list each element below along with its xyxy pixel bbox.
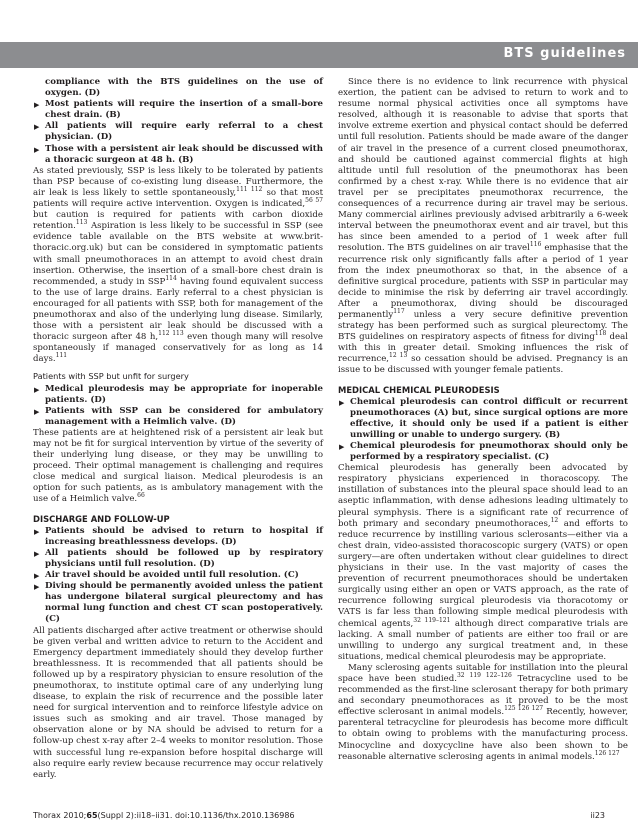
body-paragraph: As stated previously, SSP is less likely to be tolerated by patients than PSP because of co-existing lung disease. Furthermore, the air leak is less likely to settle spontaneously,$^{111 112}$ so that most patients will require active intervention. Oxygen is indicated,$^{56 57}$ but caution is required for patients with carbon dioxide retention.$^{113}$ Aspiration is less likely to be successful in SSP (see evidence table available on the BTS website at www.brit-thoracic.org.uk) but can be considered in symptomatic patients with small pneumothoraces in an attempt to avoid chest drain insertion. Otherwise, the insertion of a small-bore chest drain is recommended, a study in SSP$^{114}$ having found equivalent success to the use of large drains. Early referral to a chest physician is encouraged for all patients with SSP, both for management of the pneumothorax and also of the underlying lung disease. Similarly, those with a persistent air leak should be discussed with a thoracic surgeon after 48 h,$^{112 113}$ even though many will resolve spontaneously if managed conservatively for as long as 14 days.$^{111}$	[33, 165, 324, 365]
recommendation-item: ▶ Patients with SSP can be considered for ambulatory management with a Heimlich valve. (D)	[34, 405, 323, 427]
journal-section-title: BTS guidelines	[503, 46, 626, 61]
body-paragraph: These patients are at heightened risk of a persistent air leak but may not be fit for surgical intervention by virtue of the severity of their underlying lung disease, or they may be unwilling to proceed. Their optimal management is challenging and requires close medical and surgical liaison. Medical pleurodesis is an option for such patients, as is ambulatory management with the use of a Heimlich valve.$^{66}$	[33, 427, 323, 505]
triangle-bullet-icon: ▶	[34, 100, 40, 110]
body-paragraph: All patients discharged after active treatment or otherwise should be given verbal and written advice to return to the Accident and Emergency department immediately should they develop further breathlessness. It is recommended that all patients should be followed up by a respiratory physician to ensure resolution of the pneumothorax, to institute optimal care of any underlying lung disease, to explain the risk of recurrence and the possible later need for surgical intervention and to reinforce lifestyle advice on issues such as smoking and air travel. Those managed by observation alone or by NA should be advised to return for a follow-up chest x-ray after 2–4 weeks to monitor resolution. Those with successful lung re-expansion before hospital discharge will also require early review because recurrence may occur relatively early.	[33, 625, 323, 780]
triangle-bullet-icon: ▶	[34, 582, 40, 592]
subsection-heading: Patients with SSP but unfit for surgery	[33, 371, 189, 382]
right-column	[338, 77, 628, 763]
recommendation-item: ▶ Diving should be permanently avoided unless the patient has undergone bilateral surgical pleurectomy and has normal lung function and chest CT scan postoperatively. (C)	[34, 581, 323, 625]
triangle-bullet-icon: ▶	[34, 122, 40, 132]
triangle-bullet-icon: ▶	[34, 384, 40, 394]
citation: Thorax 2010;65(Suppl 2):ii18–ii31. doi:10.1136/thx.2010.136986	[33, 811, 295, 820]
triangle-bullet-icon: ▶	[339, 442, 345, 451]
body-paragraph: Many sclerosing agents suitable for instillation into the pleural space have been studied.$^{32 119 122-126}$ Tetracycline used to be recommended as the first-line sclerosant therapy for both primary and secondary pneumothoraces as it proved to be the most effective sclerosant in animal models.$^{125 126 127}$ Recently, however, parenteral tetracycline for pleurodesis has become more difficult to obtain owing to problems with the manufacturing process. Minocycline and doxycycline have also been shown to be reasonable alternative sclerosing agents in animal models.$^{126 127}$	[338, 662, 629, 762]
triangle-bullet-icon: ▶	[34, 571, 40, 581]
recommendation-item: ▶ Patients should be advised to return to hospital if increasing breathlessness develops. (D)	[34, 525, 323, 547]
rec-continued: compliance with the BTS guidelines on the use of oxygen. (D)	[45, 77, 323, 99]
triangle-bullet-icon: ▶	[34, 526, 40, 536]
journal-header-bar	[0, 42, 638, 68]
recommendation-item: ▶ Chemical pleurodesis can control difficult or recurrent pneumothoraces (A) but, since surgical options are more effective, it should only be used if a patient is either unwilling or unable to undergo surgery. (B)	[339, 396, 628, 440]
triangle-bullet-icon: ▶	[339, 397, 345, 407]
recommendation-item: ▶ Medical pleurodesis may be appropriate for inoperable patients. (D)	[34, 383, 323, 405]
page-number: ii23	[590, 811, 605, 820]
triangle-bullet-icon: ▶	[34, 406, 40, 416]
section-heading: MEDICAL CHEMICAL PLEURODESIS	[338, 384, 500, 395]
triangle-bullet-icon: ▶	[34, 144, 40, 154]
recommendation-item: ▶ Chemical pleurodesis for pneumothorax should only be performed by a respiratory specialist. (C)	[339, 441, 628, 463]
recommendation-item: ▶ Air travel should be avoided until full resolution. (C)	[34, 570, 299, 581]
triangle-bullet-icon: ▶	[34, 548, 40, 558]
body-paragraph: Chemical pleurodesis has generally been advocated by respiratory physicians experienced in thoracoscopy. The instillation of substances into the pleural space should lead to an aseptic inflammation, with dense adhesions leading ultimately to pleural symphysis. There is a significant rate of recurrence of both primary and secondary pneumothoraces,$^{12}$ and efforts to reduce recurrence by instilling various sclerosants—either via a chest drain, video-assisted thoracoscopic surgery (VATS) or open surgery—are often undertaken without clear guidelines to direct physicians in their use. In the vast majority of cases the prevention of recurrent pneumothoraces should be undertaken surgically using either an open or VATS approach, as the rate of recurrence following surgical pleurodesis via thoracotomy or VATS is far less than following simple medical pleurodesis with chemical agents,$^{32 119-121}$ although direct comparative trials are lacking. A small number of patients are either too frail or are unwilling to undergo any surgical treatment and, in these situations, medical chemical pleurodesis may be appropriate.	[338, 463, 628, 662]
recommendation-item: ▶ Those with a persistent air leak should be discussed with a thoracic surgeon at 48 h. (B)	[34, 143, 323, 165]
section-heading: DISCHARGE AND FOLLOW-UP	[33, 513, 170, 524]
recommendation-item: ▶ All patients should be followed up by respiratory physicians until full resolution. (D)	[34, 547, 323, 569]
body-paragraph: Since there is no evidence to link recurrence with physical exertion, the patient can be advised to return to work and to resume normal physical activities once all symptoms have resolved, although it is reasonable to advise that sports that involve extreme exertion and physical contact should be deferred until full resolution. Patients should be made aware of the danger of air travel in the presence of a current closed pneumothorax, and should be cautioned against commercial flights at high altitude until full resolution of the pneumothorax has been confirmed by a chest x-ray. While there is no evidence that air travel per se precipitates pneumothorax recurrence, the consequences of a recurrence during air travel may be serious. Many commercial airlines previously advised arbitrarily a 6-week interval between the pneumothorax event and air travel, but this has since been amended to a period of 1 week after full resolution. The BTS guidelines on air travel$^{116}$ emphasise that the recurrence risk only significantly falls after a period of 1 year from the index pneumothorax so that, in the absence of a definitive surgical procedure, patients with SSP in particular may decide to minimise the risk by deferring air travel accordingly. After a pneumothorax, diving should be discouraged permanently$^{117}$ unless a very secure definitive prevention strategy has been performed such as surgical pleurectomy. The BTS guidelines on respiratory aspects of fitness for diving$^{118}$ deal with this in greater detail. Smoking influences the risk of recurrence,$^{12 13}$ so cessation should be advised. Pregnancy is an issue to be discussed with younger female patients.	[338, 77, 628, 376]
recommendation-item: ▶ All patients will require early referral to a chest physician. (D)	[34, 121, 323, 143]
left-column	[33, 77, 323, 781]
recommendation-item: ▶ Most patients will require the insertion of a small-bore chest drain. (B)	[34, 99, 323, 121]
